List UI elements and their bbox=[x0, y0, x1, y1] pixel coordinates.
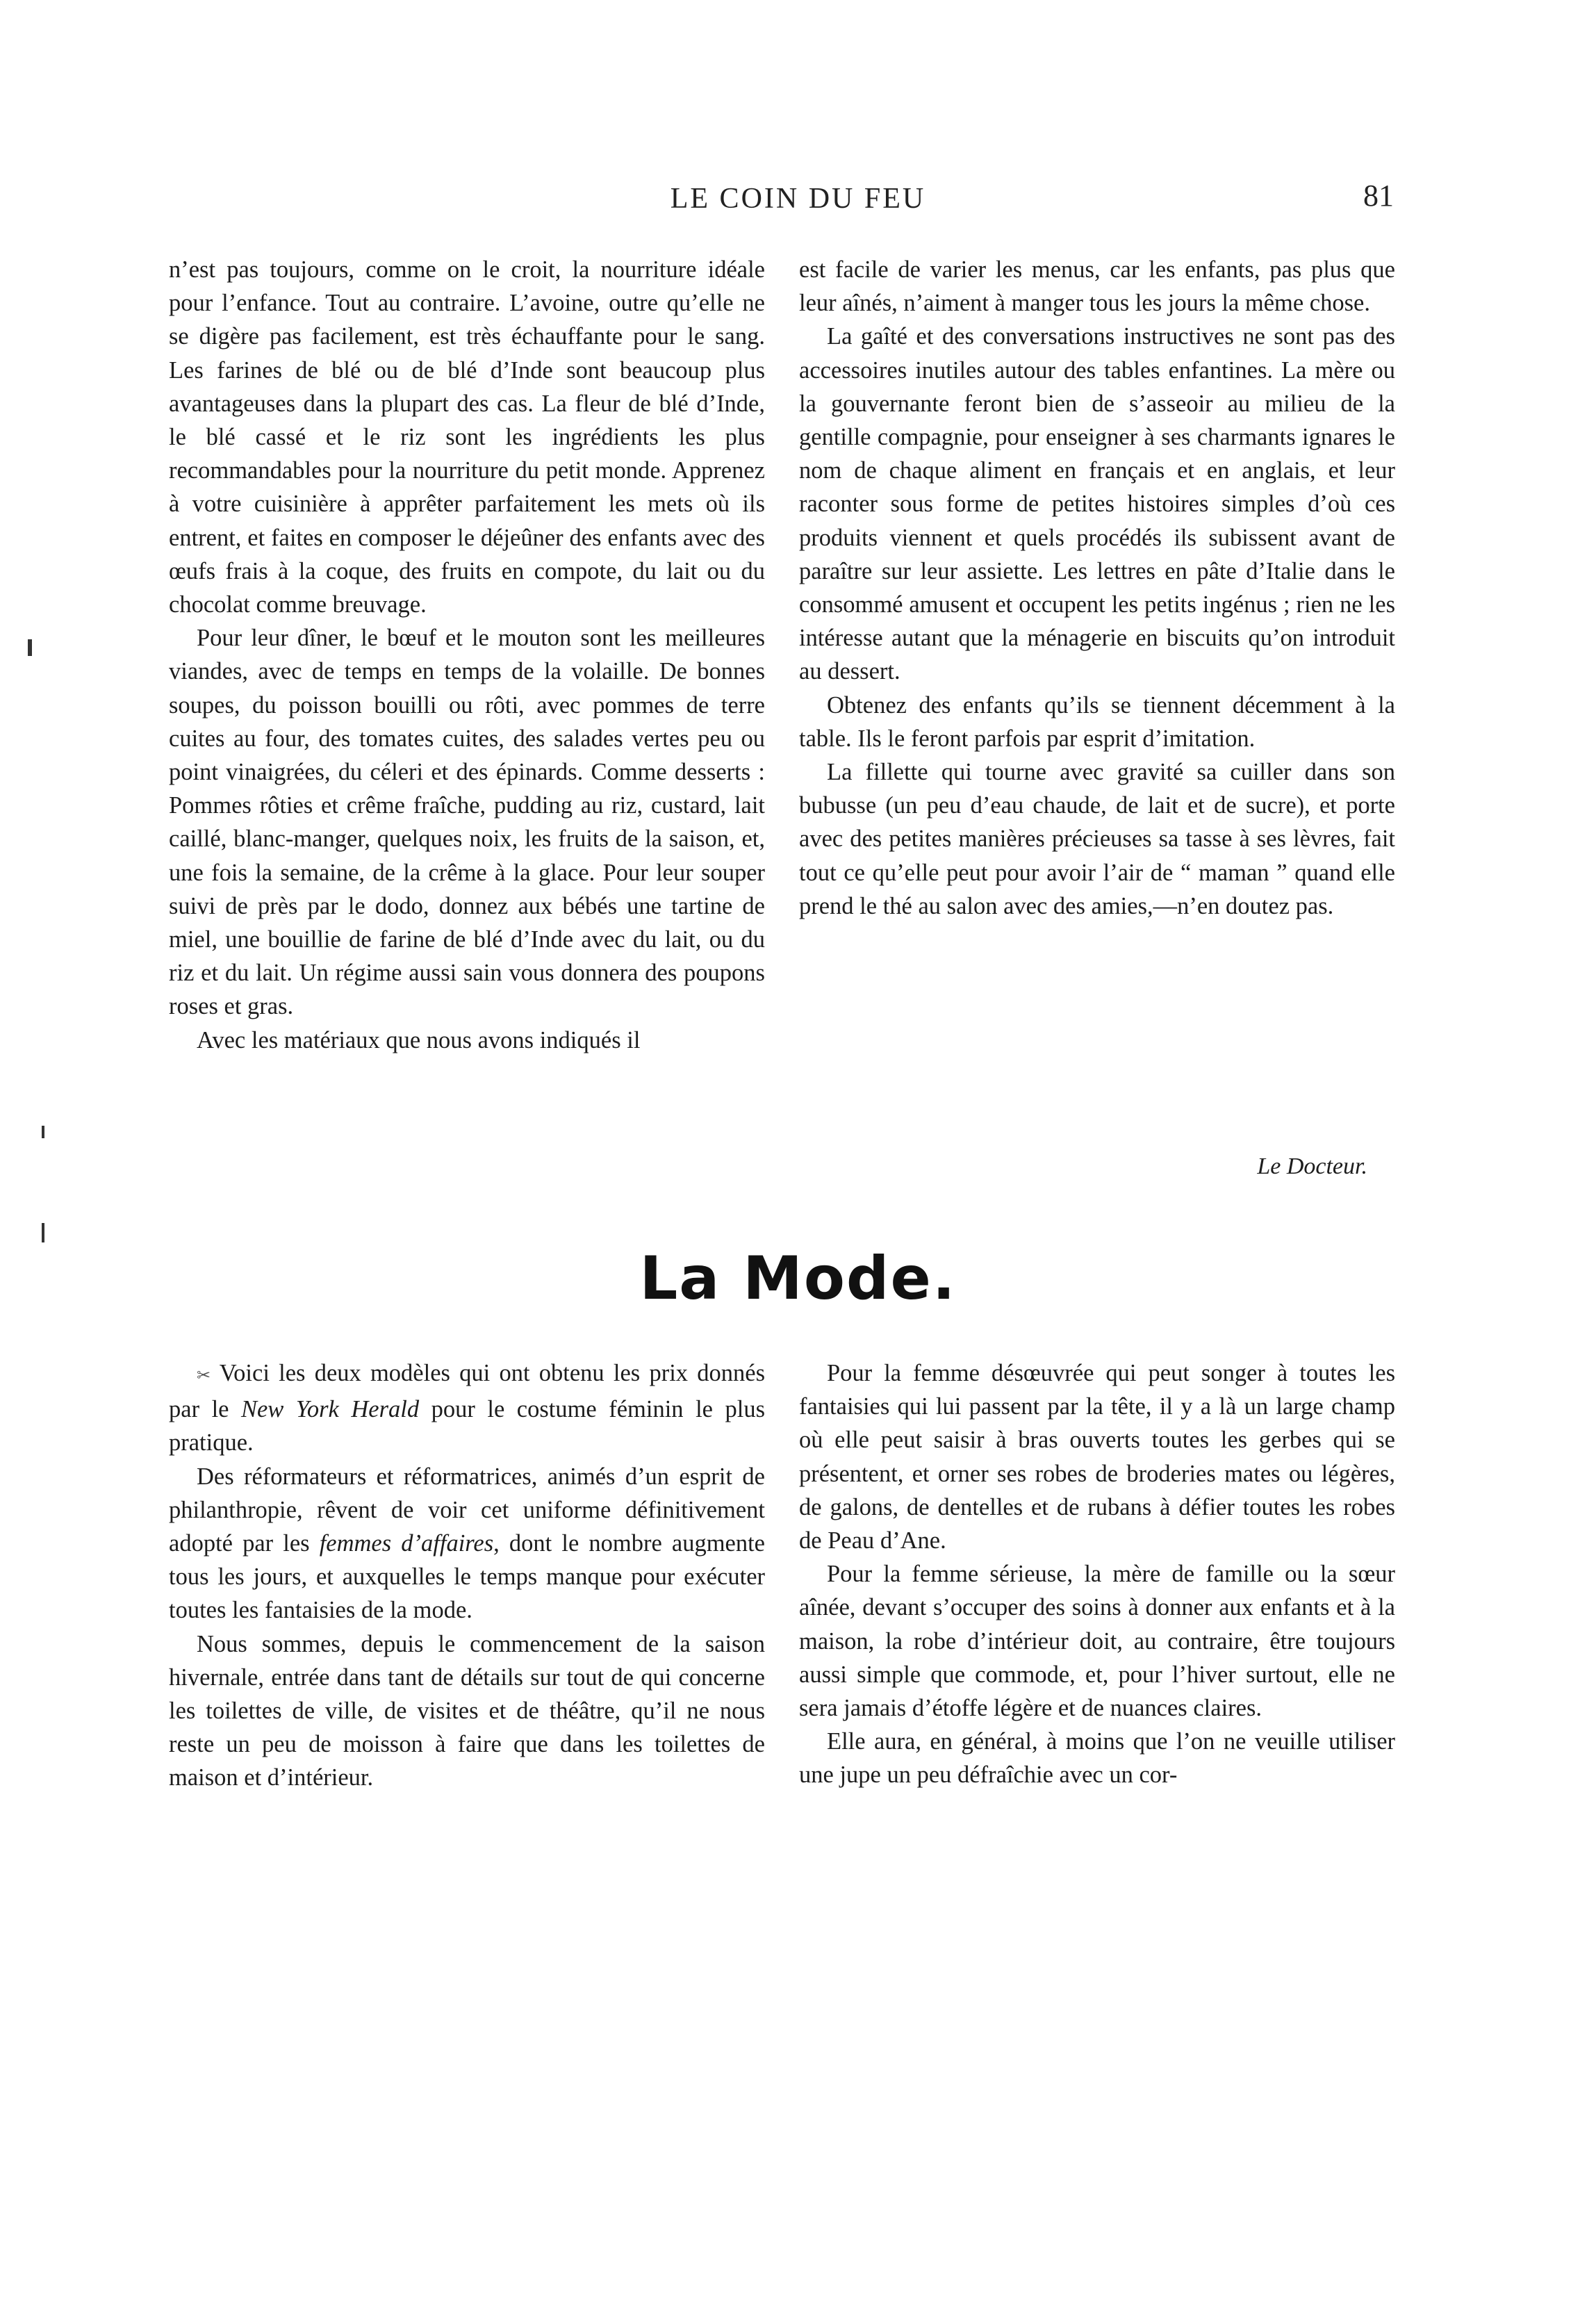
article1-right-column bbox=[799, 253, 1395, 923]
page-number: 81 bbox=[1363, 179, 1394, 213]
scan-mark bbox=[28, 639, 32, 656]
paragraph bbox=[169, 1356, 765, 1460]
text-run: Des réformateurs et réformatrices, animés d’un esprit de philanthropie, rêvent de voir cet uniforme définitivement adopté par les bbox=[169, 1463, 765, 1557]
article1-left-column bbox=[169, 253, 765, 1057]
paragraph: La fillette qui tourne avec gravité sa cuiller dans son bubusse (un peu d’eau chaude, de lait et de sucre), et porte avec des petites manières précieuses sa tasse à ses lèvres, fait tout ce qu’elle peut pour avoir l’air de “ maman ” quand elle prend le thé au salon avec des amies,—n’en doutez pas. bbox=[799, 759, 1395, 919]
ornament-icon: ✂ bbox=[197, 1367, 211, 1385]
text-run: Voici les deux modèles qui ont obtenu les prix donnés par le bbox=[169, 1360, 765, 1423]
section-title: La Mode. bbox=[639, 1244, 957, 1313]
scan-mark bbox=[42, 1126, 44, 1138]
running-title: LE COIN DU FEU bbox=[670, 183, 926, 215]
newspaper-title: New York Herald bbox=[240, 1396, 420, 1423]
paragraph: La gaîté et des conversations instructives ne sont pas des accessoires inutiles autour des tables enfantines. La mère ou la gouvernante feront bien de s’asseoir au milieu de la gentille compagnie, pour enseigner à ses charmants ignares le nom de chaque aliment en français et en anglais, et leur raconter sous forme de petites histoires simples d’où ces produits viennent et quels procédés ils subissent avant de paraître sur leur assiette. Les lettres en pâte d’Italie dans le consommé amusent et occupent les petits ingénus ; rien ne les intéresse autant que la ménagerie en biscuits qu’on introduit au dessert. bbox=[799, 323, 1395, 685]
paragraph: Avec les matériaux que nous avons indiqués il bbox=[197, 1026, 641, 1053]
text-run: pour le costume féminin le plus pratique. bbox=[169, 1396, 765, 1456]
paragraph: Obtenez des enfants qu’ils se tiennent décemment à la table. Ils le feront parfois par esprit d’imitation. bbox=[799, 691, 1395, 752]
article2-right-column bbox=[799, 1356, 1395, 1792]
paragraph: Nous sommes, depuis le commencement de la saison hivernale, entrée dans tant de détails sur tout de qui concerne les toilettes de ville, de visites et de théâtre, qu’il ne nous reste un peu de moisson à faire que dans les toilettes de maison et d’intérieur. bbox=[169, 1630, 765, 1791]
paragraph: n’est pas toujours, comme on le croit, la nourriture idéale pour l’enfance. Tout au contraire. L’avoine, outre qu’elle ne se digère pas facilement, est très échauffante pour le sang. Les farines de blé ou de blé d’Inde sont beaucoup plus avantageuses dans la plupart des cas. La fleur de blé d’Inde, le blé cassé et le riz sont les ingrédients les plus recommandables pour la nourriture du petit monde. Apprenez à votre cuisinière à apprêter parfaitement les mets où ils entrent, et faites en composer le déjeûner des enfants avec des œufs frais à la coque, des fruits en compote, du lait ou du chocolat comme breuvage. bbox=[169, 256, 765, 618]
article2-left-column bbox=[169, 1356, 765, 1795]
italic-phrase: femmes d’affaires bbox=[319, 1530, 494, 1557]
author-signature: Le Docteur. bbox=[1257, 1154, 1367, 1179]
paragraph: Elle aura, en général, à moins que l’on ne veuille utiliser une jupe un peu défraîchie avec un cor- bbox=[799, 1728, 1395, 1789]
paragraph: Pour la femme désœuvrée qui peut songer à toutes les fantaisies qui lui passent par la tête, il y a là un large champ où elle peut saisir à bras ouverts toutes les gerbes qui se présentent, et orner ses robes de broderies mates ou légères, de galons, de dentelles et de rubans à défier toutes les robes de Peau d’Ane. bbox=[799, 1360, 1395, 1554]
paragraph: est facile de varier les menus, car les enfants, pas plus que leur aînés, n’aiment à manger tous les jours la même chose. bbox=[799, 256, 1395, 317]
paragraph: Pour la femme sérieuse, la mère de famille ou la sœur aînée, devant s’occuper des soins à donner aux enfants et à la maison, la robe d’intérieur doit, au contraire, être toujours aussi simple que commode, et, pour l’hiver surtout, elle ne sera jamais d’étoffe légère et de nuances claires. bbox=[799, 1561, 1395, 1722]
paragraph bbox=[169, 1460, 765, 1627]
paragraph: Pour leur dîner, le bœuf et le mouton sont les meilleures viandes, avec de temps en temps de la volaille. De bonnes soupes, du poisson bouilli ou rôti, avec pommes de terre cuites au four, des tomates cuites, des salades vertes peu ou point vinaigrées, du céleri et des épinards. Comme desserts : Pommes rôties et crême fraîche, pudding au riz, custard, lait caillé, blanc-manger, quelques noix, les fruits de la saison, et, une fois la semaine, de la crême à la glace. Pour leur souper suivi de près par le dodo, donnez aux bébés une tartine de miel, une bouillie de farine de blé d’Inde avec du lait, ou du riz et du lait. Un régime aussi sain vous donnera des poupons roses et gras. bbox=[169, 625, 765, 1020]
scan-mark bbox=[42, 1223, 44, 1242]
text-run: , dont le nombre augmente tous les jours, et auxquelles le temps manque pour exécuter toutes les fantaisies de la mode. bbox=[169, 1530, 765, 1624]
